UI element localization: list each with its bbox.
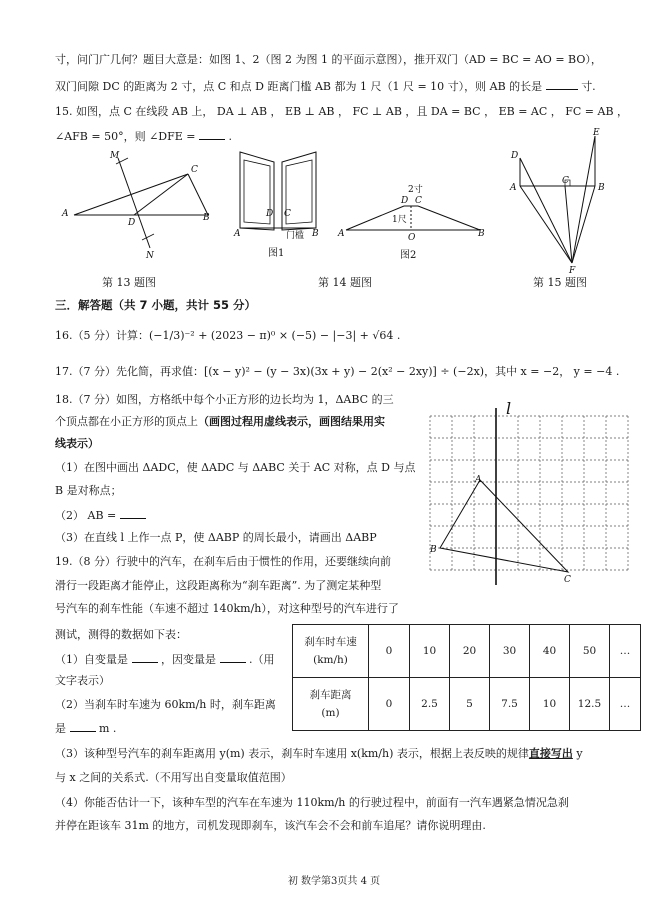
speed-unit: (km/h)	[313, 654, 348, 666]
q19-line2: 滑行一段距离才能停止，这段距离称为“刹车距离”. 为了测定某种型	[55, 579, 382, 592]
q16-text: 16.（5 分）计算：(−1/3)⁻² + (2023 − π)⁰ × (−5) − |−3| + √64 .	[55, 329, 401, 342]
figure-13	[58, 148, 228, 263]
fig15-label-f: F	[569, 266, 576, 276]
q15-text-line2	[55, 128, 232, 144]
table-row-header	[293, 678, 369, 731]
q13-continued-text: 寸，问门广几何？题目大意是：如图 1、2（图 2 为图 1 的平面示意图），推开双门（AD = BC = AO = BO），	[55, 53, 602, 66]
table-cell: …	[610, 678, 641, 731]
q19-p2-text-b: 是	[55, 722, 66, 735]
q19-line3: 号汽车的刹车性能（车速不超过 140km/h），对这种型号的汽车进行了	[55, 602, 399, 615]
distance-header: 刹车距离	[309, 689, 352, 701]
section-3-title: 三．解答题（共 7 小题，共计 55 分）	[55, 298, 257, 312]
q18-part3: （3）在直线 l 上作一点 P，使 ΔABP 的周长最小，请画出 ΔABP	[55, 531, 377, 544]
speed-header: 刹车时车速	[304, 636, 357, 648]
grid-label-c: C	[564, 575, 571, 585]
fig14-plan-label-b: B	[478, 229, 485, 239]
fig14-plan-label-d: D	[401, 196, 409, 206]
q19-line1: 19.（8 分）行驶中的汽车，在刹车后由于惯性的作用，还要继续向前	[55, 555, 391, 568]
q18-instruction: （画图过程用虚线表示，画图结果用实	[198, 415, 385, 428]
q19-part1-cont: 文字表示）	[55, 674, 110, 687]
q18-part2-text: （2） AB =	[55, 509, 117, 522]
grid-label-b: B	[430, 545, 437, 555]
q19-independent-blank[interactable]	[132, 651, 158, 663]
fig15-label-a: A	[510, 183, 517, 193]
table-cell: 0	[369, 625, 410, 678]
fig14-label-1chi: 1尺	[392, 215, 407, 225]
fig13-caption: 第 13 题图	[102, 276, 156, 289]
q19-part2-cont	[55, 720, 116, 736]
figure-14-plan	[338, 182, 488, 262]
q19-data-table	[292, 624, 641, 731]
q14-text-main: 双门间隙 DC 的距离为 2 寸，点 C 和点 D 距离门槛 AB 都为 1 尺（1 尺 = 10 寸），则 AB 的长是	[55, 80, 543, 93]
q14-answer-blank[interactable]	[546, 78, 578, 90]
fig13-label-a: A	[62, 209, 69, 219]
grid-lines	[430, 416, 628, 570]
grid-label-l: l	[506, 399, 512, 418]
table-cell: 12.5	[570, 678, 610, 731]
q19-part3	[55, 746, 583, 761]
table-cell: …	[610, 625, 641, 678]
fig14-plan-label-a: A	[338, 229, 345, 239]
fig14-label-c: C	[284, 209, 291, 219]
fig15-label-d: D	[511, 151, 519, 161]
table-cell: 0	[369, 678, 410, 731]
q17-text: 17.（7 分）先化简，再求值：[(x − y)² − (y − 3x)(3x + y) − 2(x² − 2xy)] ÷ (−2x)，其中 x = −2， y = −4 .	[55, 365, 620, 378]
q14-text-end: 寸.	[581, 80, 596, 93]
table-cell: 30	[490, 625, 530, 678]
q19-part4: （4）你能否估计一下，该种车型的汽车在车速为 110km/h 的行驶过程中，前面有一汽车遇紧急情况急刹	[55, 796, 569, 809]
table-cell: 2.5	[410, 678, 450, 731]
q19-part3-cont: 与 x 之间的关系式.（不用写出自变量取值范围）	[55, 771, 292, 784]
fig15-label-b: B	[598, 183, 605, 193]
figure-15	[505, 128, 615, 276]
q19-part1	[55, 651, 275, 667]
q19-p2-text-c: m .	[99, 722, 117, 735]
table-cell: 5	[450, 678, 490, 731]
q19-part4-cont: 并停在距该车 31m 的地方，司机发现即刹车，该汽车会不会和前车追尾？请你说明理由.	[55, 819, 486, 832]
fig14-label-d: D	[266, 209, 274, 219]
q19-p3-text-a: （3）该种型号汽车的刹车距离用 y(m) 表示，刹车时车速用 x(km/h) 表示，根据上表反映的规律	[55, 747, 529, 760]
fig14-label-b: B	[312, 229, 319, 239]
fig13-label-n: N	[146, 251, 154, 261]
q15-text-main: ∠AFB = 50°，则 ∠DFE =	[55, 130, 196, 143]
page-footer: 初 数学第3页共 4 页	[287, 876, 381, 887]
q18-part1: （1）在图中画出 ΔADC，使 ΔADC 与 ΔABC 关于 AC 对称，点 D 与点	[55, 461, 416, 474]
q19-dependent-blank[interactable]	[220, 651, 246, 663]
fig14-caption: 第 14 题图	[318, 276, 372, 289]
fig13-label-d: D	[128, 218, 136, 228]
fig15-label-e: E	[593, 128, 600, 138]
q19-p1-text-c: .（用	[249, 653, 275, 666]
q18-line2	[55, 414, 385, 429]
table-cell: 10	[530, 678, 570, 731]
q18-part2	[55, 507, 146, 523]
fig14-label-2cun: 2寸	[408, 185, 423, 195]
q19-p3-text-c: y	[572, 747, 583, 760]
fig14-plan-label-o: O	[408, 233, 416, 243]
q18-line1: 18.（7 分）如图，方格纸中每个小正方形的边长均为 1，ΔABC 的三	[55, 393, 394, 406]
q15-text-line1: 15. 如图，点 C 在线段 AB 上， DA ⊥ AB ， EB ⊥ AB ， FC ⊥ AB ，且 DA = BC ， EB = AC ， FC = AB ，	[55, 105, 629, 118]
table-row	[293, 678, 641, 731]
q15-answer-blank[interactable]	[199, 128, 225, 140]
q19-p3-emphasis: 直接写出	[528, 747, 573, 760]
q18-grid-figure	[420, 400, 640, 590]
q18-ab-blank[interactable]	[120, 507, 146, 519]
table-row	[293, 625, 641, 678]
fig14-sub-caption-1: 图1	[268, 248, 285, 259]
fig14-label-threshold: 门槛	[286, 231, 305, 241]
table-cell: 20	[450, 625, 490, 678]
q18-line2-main: 个顶点都在小正方形的顶点上	[55, 415, 198, 428]
q15-text-end: .	[228, 130, 232, 143]
figure-14-door	[232, 150, 322, 260]
q19-distance-blank[interactable]	[70, 720, 96, 732]
fig13-label-b: B	[203, 213, 210, 223]
table-cell: 50	[570, 625, 610, 678]
fig13-label-m: M	[110, 151, 120, 161]
q14-text	[55, 78, 596, 94]
table-cell: 10	[410, 625, 450, 678]
q18-part1-cont: B 是对称点；	[55, 484, 122, 497]
fig14-sub-caption-2: 图2	[400, 250, 417, 261]
table-row-header	[293, 625, 369, 678]
fig13-label-c: C	[191, 165, 198, 175]
fig15-caption: 第 15 题图	[533, 276, 587, 289]
fig14-plan-label-c: C	[415, 196, 422, 206]
grid-label-a: A	[475, 475, 482, 485]
q19-line4: 测试，测得的数据如下表：	[55, 628, 187, 641]
fig14-label-a: A	[234, 229, 241, 239]
distance-unit: (m)	[321, 707, 340, 719]
table-cell: 7.5	[490, 678, 530, 731]
table-cell: 40	[530, 625, 570, 678]
q19-p1-text-a: （1）自变量是	[55, 653, 128, 666]
q19-p1-text-b: ，因变量是	[161, 653, 216, 666]
q19-part2: （2）当刹车时车速为 60km/h 时，刹车距离	[55, 698, 276, 711]
q18-line3: 线表示）	[55, 437, 99, 450]
fig15-label-c: C	[562, 176, 569, 186]
